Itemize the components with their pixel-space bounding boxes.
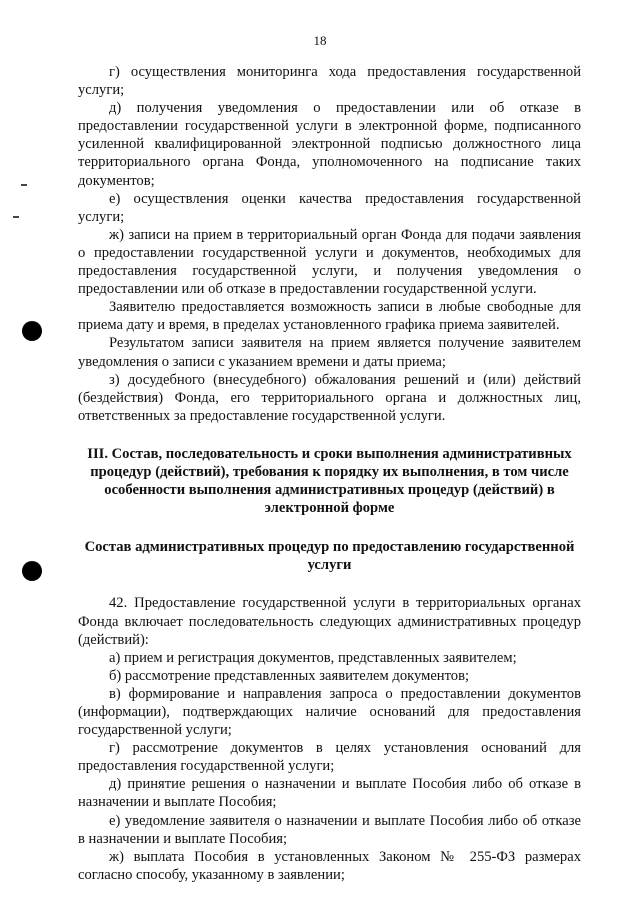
list-item: д) принятие решения о назначении и выплате Пособия либо об отказе в назначении и выплате Пособия;	[78, 776, 581, 811]
list-item: а) прием и регистрация документов, представленных заявителем;	[109, 649, 517, 666]
paragraph: 42. Предоставление государственной услуги в территориальных органах Фонда включает последовательность следующих административных процедур (действий):	[78, 595, 581, 648]
binder-hole-bottom	[22, 561, 42, 581]
list-item: г) осуществления мониторинга хода предоставления государственной услуги;	[78, 64, 581, 99]
paragraph: Заявителю предоставляется возможность записи в любые свободные для приема дату и время, в пределах установленного графика приема заявителей.	[78, 299, 581, 334]
list-item: ж) записи на прием в территориальный орган Фонда для подачи заявления о предоставлении государственной услуги и документов, необходимых для предоставления государственной услуги, и получения уведомления о предоставлении или об отказе в предоставлении государственной услуги.	[78, 226, 581, 298]
page-number: 18	[313, 33, 327, 48]
scan-mark	[21, 184, 27, 186]
list-item: б) рассмотрение представленных заявителем документов;	[109, 667, 470, 684]
scan-mark	[13, 216, 19, 218]
paragraph: Результатом записи заявителя на прием является получение заявителем уведомления о записи с указанием времени и даты приема;	[78, 335, 581, 370]
list-item: в) формирование и направления запроса о предоставлении документов (информации), подтверждающих наличие оснований для предоставления государственной услуги;	[78, 685, 581, 739]
list-item: е) уведомление заявителя о назначении и выплате Пособия либо об отказе в назначении и выплате Пособия;	[78, 812, 581, 847]
subsection-heading: Состав административных процедур по предоставлению государственной услуги	[84, 539, 575, 574]
list-item: е) осуществления оценки качества предоставления государственной услуги;	[78, 190, 581, 225]
document-body	[78, 63, 581, 884]
list-item: з) досудебного (внесудебного) обжалования решений и (или) действий (бездействия) Фонда, его территориального органа и должностных лиц, ответственных за предоставление государственной услуги.	[78, 371, 581, 424]
list-item: д) получения уведомления о предоставлении или об отказе в предоставлении государственной услуги в электронной форме, подписанного усиленной квалифицированной электронной подписью должностного лица территориального органа Фонда, уполномоченного на подписание таких документов;	[78, 100, 581, 189]
section-heading: III. Состав, последовательность и сроки выполнения административных процедур (действий), требования к порядку их выполнения, в том числе особенности выполнения административных процедур (действий) в электронной форме	[87, 445, 572, 517]
binder-hole-top	[22, 321, 42, 341]
list-item: г) рассмотрение документов в целях установления оснований для предоставления государственной услуги;	[78, 740, 581, 775]
list-item: ж) выплата Пособия в установленных Законом № 255-ФЗ размерах согласно способу, указанному в заявлении;	[78, 848, 581, 883]
